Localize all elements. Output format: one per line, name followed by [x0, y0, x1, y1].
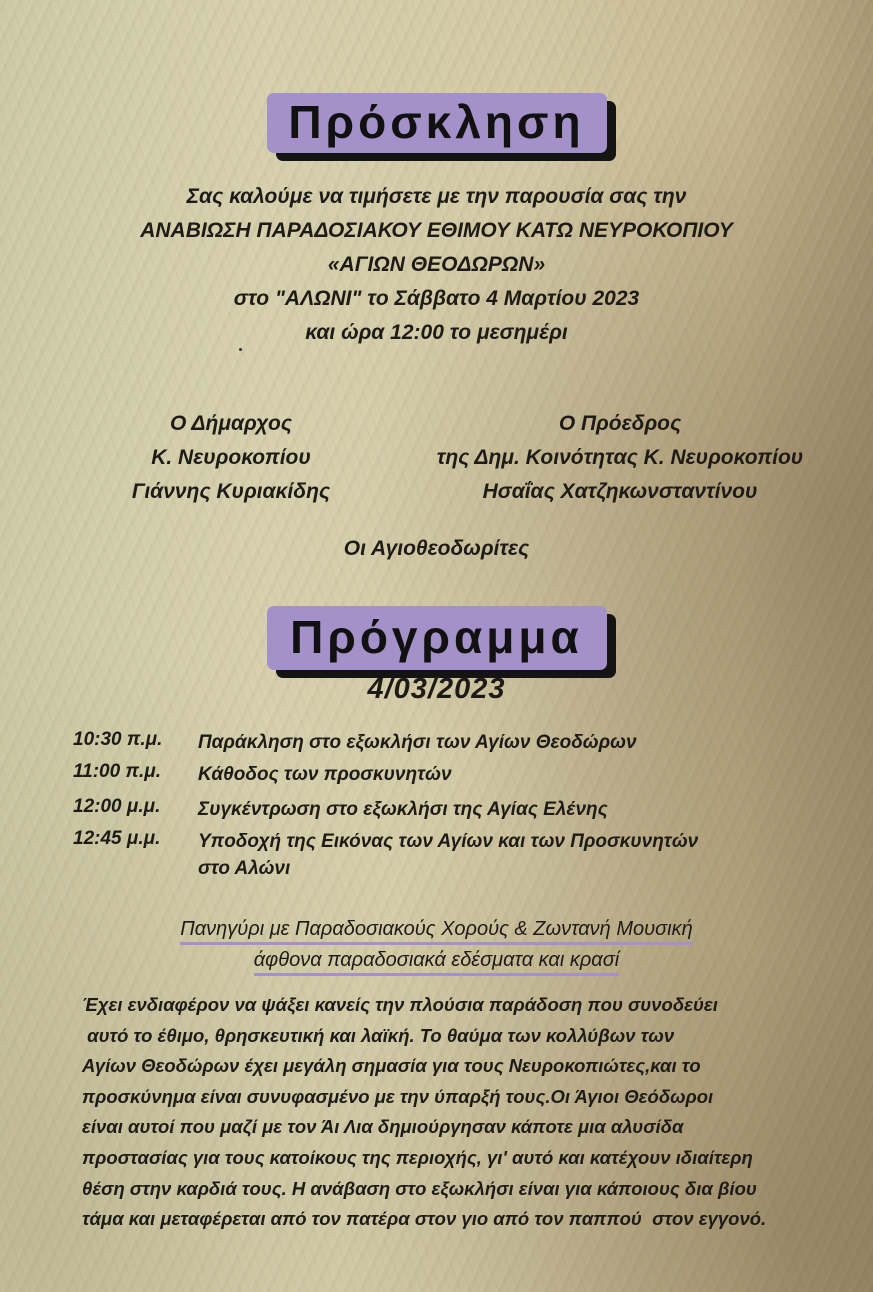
invitation-title: Πρόσκληση [267, 93, 607, 153]
paragraph-line: προσκύνημα είναι συνυφασμένο με την ύπαρξή τους.Οι Άγιοι Θεόδωροι [82, 1085, 714, 1107]
mayor-role: Ο Δήμαρχος [170, 412, 292, 435]
schedule-desc-line: Υποδοχή της Εικόνας των Αγίων και των Προσκυνητών [198, 831, 699, 852]
schedule-desc: Συγκέντρωση στο εξωκλήσι της Αγίας Ελένης [198, 799, 608, 820]
president-signature [405, 407, 835, 509]
paragraph-line: αυτό το έθιμο, θρησκευτική και λαϊκή. Το θαύμα των κολλύβων των [82, 1024, 675, 1046]
festival-line: Πανηγύρι με Παραδοσιακούς Χορούς & Ζωντανή Μουσική [180, 918, 692, 945]
schedule-time: 10:30 π.μ. [73, 729, 163, 750]
program-date: 4/03/2023 [367, 673, 506, 705]
president-name: Ησαΐας Χατζηκωνσταντίνου [482, 480, 758, 503]
mayor-municipality: Κ. Νευροκοπίου [151, 446, 311, 469]
schedule-desc: Κάθοδος των προσκυνητών [198, 764, 452, 785]
president-community: της Δημ. Κοινότητας Κ. Νευροκοπίου [436, 446, 804, 469]
schedule-time: 12:45 μ.μ. [73, 828, 161, 849]
paragraph-line: Έχει ενδιαφέρον να ψάξει κανείς την πλούσια παράδοση που συνοδεύει [82, 994, 718, 1015]
stray-dot [239, 348, 242, 351]
invitation-text [0, 180, 873, 350]
schedule-desc-line: στο Αλώνι [198, 858, 291, 879]
schedule-row [0, 828, 873, 888]
paragraph-line: προστασίας για τους κατοίκους της περιοχής, γι' αυτό και κατέχουν ιδιαίτερη [82, 1146, 753, 1168]
paragraph-line: θέση στην καρδιά τους. Η ανάβαση στο εξωκλήσι είναι για κάποιους δια βίου [82, 1177, 757, 1199]
invitation-line: «ΑΓΙΩΝ ΘΕΟΔΩΡΩΝ» [327, 253, 546, 276]
invitation-line: και ώρα 12:00 το μεσημέρι [305, 321, 568, 344]
program-title: Πρόγραμμα [267, 606, 607, 670]
festival-info [0, 918, 873, 976]
paragraph-line: είναι αυτοί που μαζί με τον Άι Λια δημιούργησαν κάποτε μια αλυσίδα [82, 1116, 684, 1138]
history-paragraph [82, 990, 852, 1235]
program-banner [267, 606, 607, 670]
schedule-row [0, 796, 873, 828]
invitation-line: ΑΝΑΒΙΩΣΗ ΠΑΡΑΔΟΣΙΑΚΟΥ ΕΘΙΜΟΥ ΚΑΤΩ ΝΕΥΡΟΚΟΠΙΟΥ [140, 219, 733, 242]
group-signature: Οι Αγιοθεοδωρίτες [343, 537, 530, 560]
invitation-banner [267, 93, 607, 153]
mayor-name: Γιάννης Κυριακίδης [131, 480, 331, 503]
schedule-row [0, 761, 873, 796]
mayor-signature [100, 407, 362, 509]
invitation-line: Σας καλούμε να τιμήσετε με την παρουσία σας την [186, 185, 687, 208]
paragraph-line: τάμα και μεταφέρεται από τον πατέρα στον γιο από τον παππού στον εγγονό. [82, 1208, 767, 1230]
schedule-time: 11:00 π.μ. [73, 761, 162, 782]
schedule-row [0, 729, 873, 761]
schedule-list [0, 729, 873, 888]
festival-line: άφθονα παραδοσιακά εδέσματα και κρασί [254, 949, 619, 976]
president-role: Ο Πρόεδρος [558, 412, 682, 435]
schedule-desc: Παράκληση στο εξωκλήσι των Αγίων Θεοδώρων [198, 732, 637, 753]
invitation-line: στο "ΑΛΩΝΙ" το Σάββατο 4 Μαρτίου 2023 [233, 287, 640, 310]
schedule-time: 12:00 μ.μ. [73, 796, 161, 817]
paragraph-line: Αγίων Θεοδώρων έχει μεγάλη σημασία για τους Νευροκοπιώτες,και το [82, 1055, 701, 1077]
schedule-desc [198, 828, 838, 882]
